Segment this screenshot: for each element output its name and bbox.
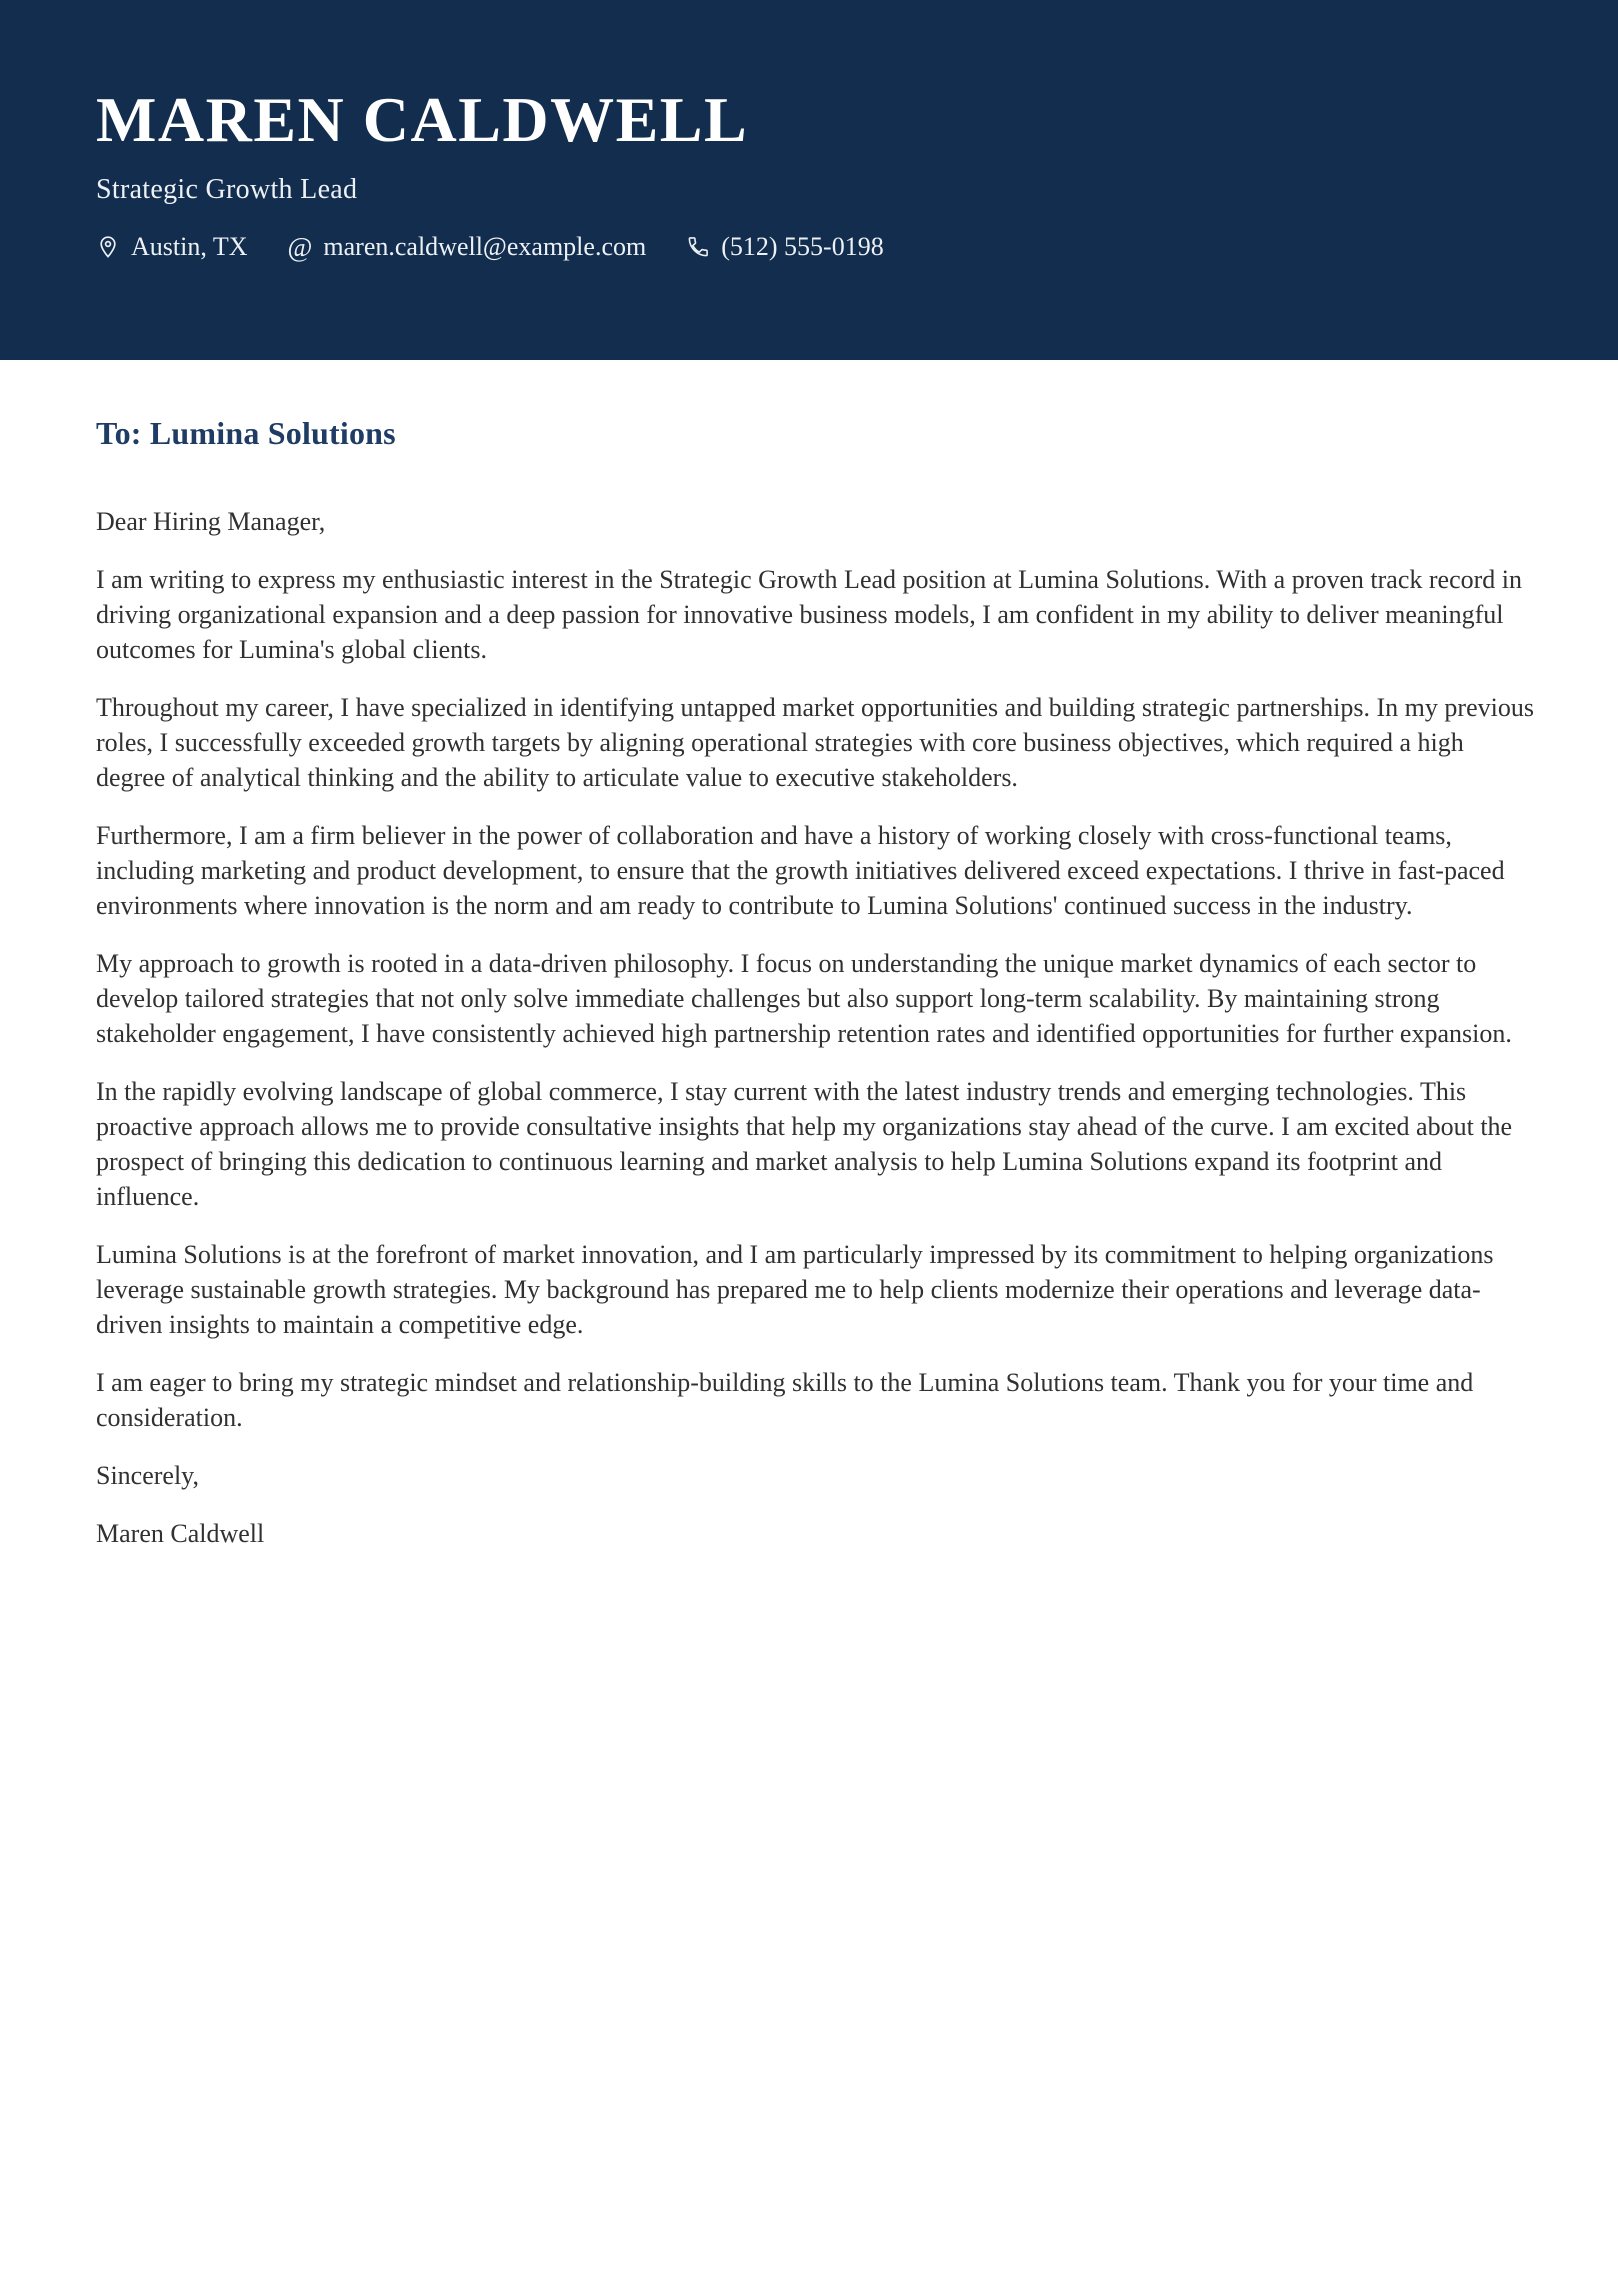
phone-text: (512) 555-0198 bbox=[721, 232, 884, 261]
header-band bbox=[0, 0, 1618, 360]
letter-paragraph: Lumina Solutions is at the forefront of market innovation, and I am particularly impressed by its commitment to helping organizations leverage sustainable growth strategies. My background has prepared me to help clients modernize their operations and leverage data-driven insights to maintain a competitive edge. bbox=[96, 1240, 1494, 1339]
contact-phone bbox=[686, 232, 883, 262]
location-pin-icon bbox=[96, 235, 120, 259]
contact-location bbox=[96, 232, 248, 262]
letter-paragraph: I am writing to express my enthusiastic interest in the Strategic Growth Lead position at Lumina Solutions. With a proven track record in driving organizational expansion and a deep passion for innovative business models, I am confident in my ability to deliver meaningful outcomes for Lumina's global clients. bbox=[96, 565, 1522, 664]
contact-email bbox=[288, 232, 647, 262]
signature-line: Maren Caldwell bbox=[96, 1519, 265, 1548]
letter-paragraph: Furthermore, I am a firm believer in the power of collaboration and have a history of working closely with cross-functional teams, including marketing and product development, to ensure that the growth initiatives delivered exceed expectations. I thrive in fast-paced environments where innovation is the norm and am ready to contribute to Lumina Solutions' continued success in the industry. bbox=[96, 821, 1505, 920]
location-text: Austin, TX bbox=[131, 232, 248, 261]
closing-line: Sincerely, bbox=[96, 1461, 199, 1490]
phone-icon bbox=[686, 235, 710, 259]
contact-row bbox=[96, 232, 1522, 262]
candidate-job-title: Strategic Growth Lead bbox=[96, 174, 358, 205]
salutation: Dear Hiring Manager, bbox=[96, 507, 326, 536]
recipient-line: To: Lumina Solutions bbox=[96, 415, 396, 451]
letter-body bbox=[0, 360, 1618, 1551]
letter-paragraph: My approach to growth is rooted in a data-driven philosophy. I focus on understanding the unique market dynamics of each sector to develop tailored strategies that not only solve immediate challenges but also support long-term scalability. By maintaining strong stakeholder engagement, I have consistently achieved high partnership retention rates and identified opportunities for further expansion. bbox=[96, 949, 1512, 1048]
at-sign-icon: @ bbox=[287, 231, 313, 262]
email-text: maren.caldwell@example.com bbox=[323, 232, 647, 261]
letter-paragraph: Throughout my career, I have specialized in identifying untapped market opportunities and building strategic partnerships. In my previous roles, I successfully exceeded growth targets by aligning operational strategies with core business objectives, which required a high degree of analytical thinking and the ability to articulate value to executive stakeholders. bbox=[96, 693, 1534, 792]
candidate-name: MAREN CALDWELL bbox=[96, 84, 749, 155]
letter-paragraph: I am eager to bring my strategic mindset and relationship-building skills to the Lumina Solutions team. Thank you for your time and consideration. bbox=[96, 1368, 1474, 1432]
letter-paragraph: In the rapidly evolving landscape of global commerce, I stay current with the latest industry trends and emerging technologies. This proactive approach allows me to provide consultative insights that help my organizations stay ahead of the curve. I am excited about the prospect of bringing this dedication to continuous learning and market analysis to help Lumina Solutions expand its footprint and influence. bbox=[96, 1077, 1513, 1211]
